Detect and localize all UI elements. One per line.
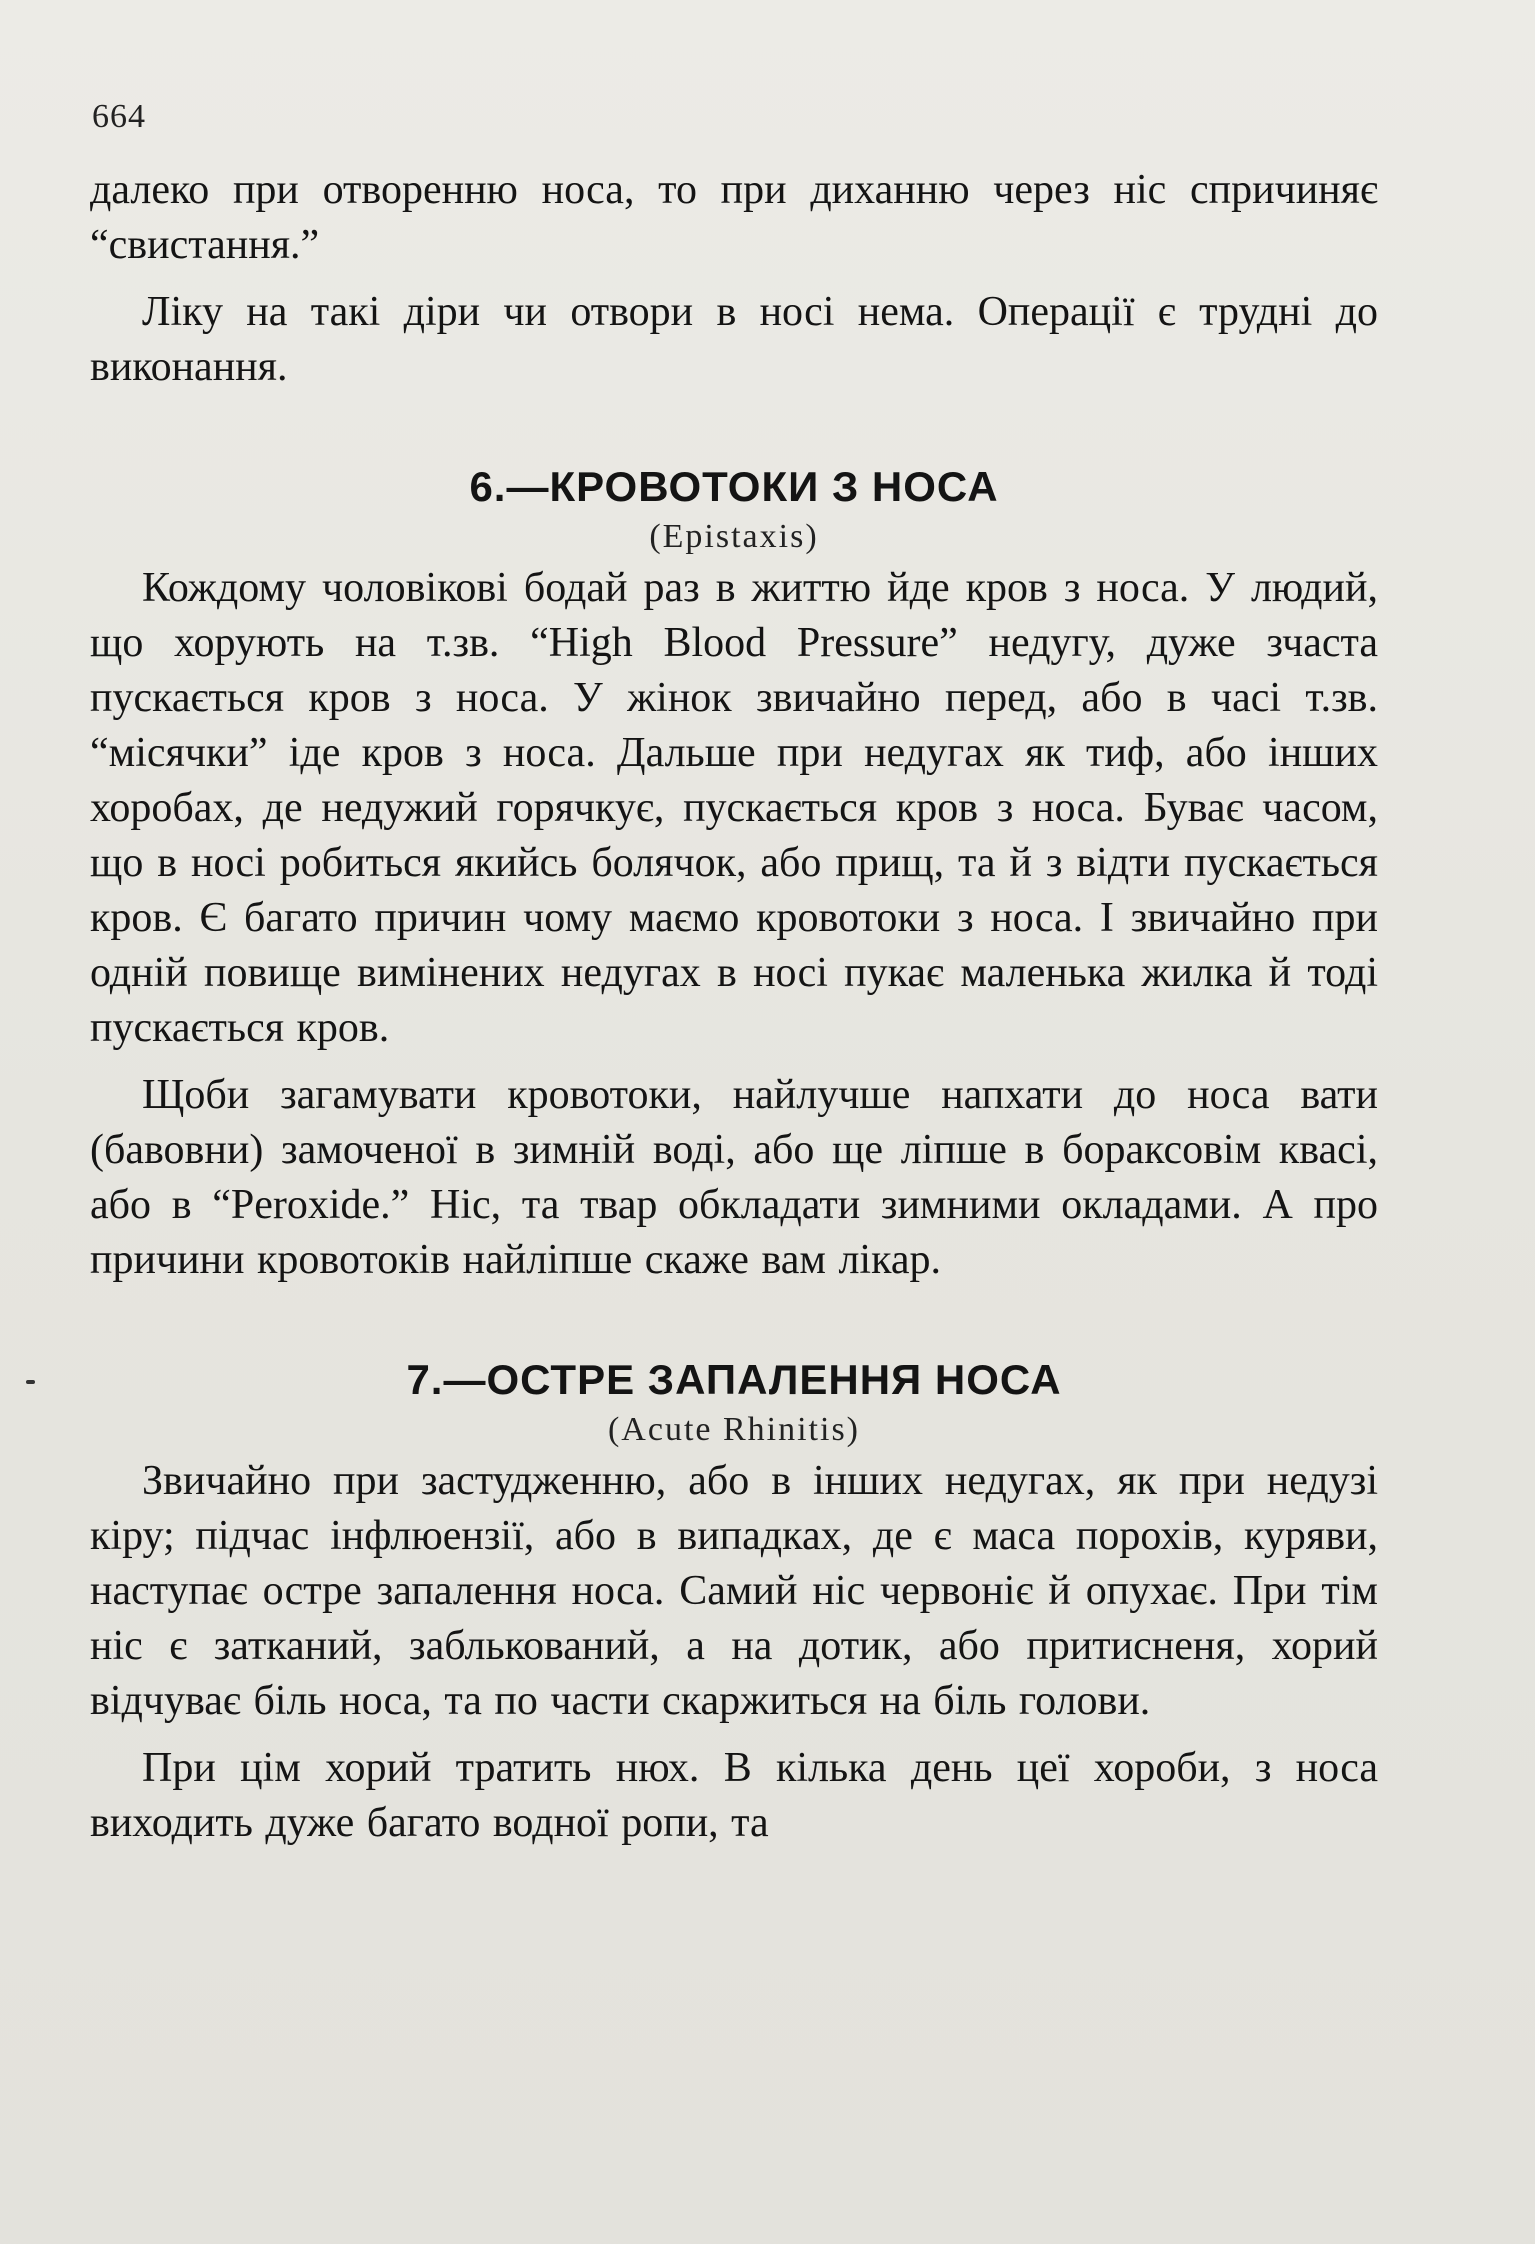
- intro-paragraph: Ліку на такі діри чи отвори в носі нема. Операції є трудні до виконання.: [90, 289, 1378, 390]
- page-number: 664: [92, 98, 146, 135]
- section-paragraph: При цім хорий тратить нюх. В кілька день цеї хороби, з носа виходить дуже багато водної ропи, та: [90, 1745, 1378, 1846]
- margin-mark: [26, 1380, 35, 1384]
- section-acute-rhinitis: [90, 1354, 1378, 1851]
- section-paragraph: Щоби загамувати кровотоки, найлучше напхати до носа вати (бавовни) замоченої в зимній воді, або ще ліпше в бораксовім квасі, або в “Peroxide.” Ніс, та твар обкладати зимними окладами. А про причини кровотоків найліпше скаже вам лікар.: [90, 1072, 1378, 1283]
- section-heading: 6.—КРОВОТОКИ З НОСА: [469, 463, 999, 510]
- intro-paragraph-continued: далеко при отворенню носа, то при диханню через ніс спричиняє “свистання.”: [90, 167, 1378, 268]
- section-heading: 7.—ОСТРЕ ЗАПАЛЕННЯ НОСА: [406, 1356, 1062, 1403]
- section-epistaxis: [90, 461, 1378, 1288]
- page-body: [90, 163, 1378, 1851]
- section-paragraph: Звичайно при застудженню, або в інших недугах, як при недузі кіру; підчас інфлюензії, або в випадках, де є маса порохів, куряви, наступає остре запалення носа. Самий ніс червоніє й опухає. При тім ніс є затканий, заблькований, а на дотик, або притисненя, хорий відчуває біль носа, та по части скаржиться на біль голови.: [90, 1458, 1378, 1724]
- section-subheading: (Acute Rhinitis): [607, 1411, 861, 1448]
- section-subheading: (Epistaxis): [649, 518, 819, 555]
- section-paragraph: Кождому чоловікові бодай раз в життю йде кров з носа. У людий, що хорують на т.зв. “High Blood Pressure” недугу, дуже зчаста пускається кров з носа. У жінок звичайно перед, або в часі т.зв. “місячки” іде кров з носа. Дальше при недугах як тиф, або інших хоробах, де недужий горячкує, пускається кров з носа. Буває часом, що в носі робиться якийсь болячок, або прищ, та й з відти пускається кров. Є багато причин чому маємо кровотоки з носа. І звичайно при одній повище вимінених недугах в носі пукає маленька жилка й тоді пускається кров.: [90, 565, 1378, 1051]
